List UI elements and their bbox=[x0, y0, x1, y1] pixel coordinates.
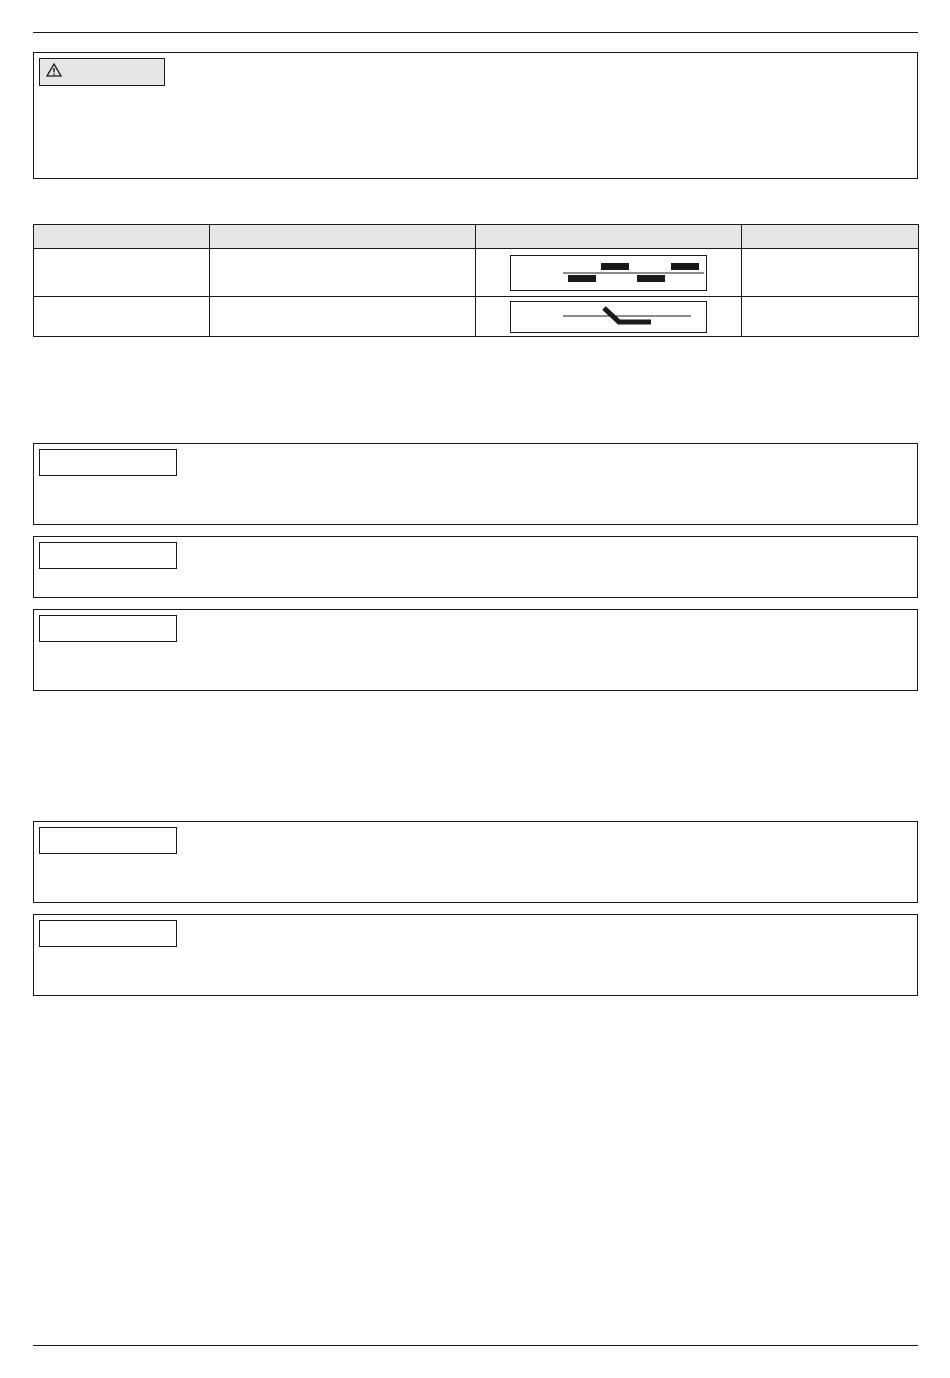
header-rule bbox=[33, 32, 918, 33]
spec-table bbox=[33, 224, 919, 337]
warning-box bbox=[33, 52, 918, 179]
note-tag bbox=[39, 542, 177, 569]
note-tag bbox=[39, 920, 177, 947]
table-header-cell bbox=[476, 225, 742, 249]
note-box bbox=[33, 443, 918, 525]
table-cell bbox=[742, 249, 919, 297]
table-row bbox=[34, 297, 919, 337]
table-cell bbox=[742, 297, 919, 337]
dip-line-pattern-icon bbox=[510, 301, 707, 333]
note-tag bbox=[39, 449, 177, 476]
table-header-cell bbox=[34, 225, 210, 249]
note-tag bbox=[39, 615, 177, 642]
table-header-cell bbox=[742, 225, 919, 249]
table-cell bbox=[34, 297, 210, 337]
table-cell bbox=[34, 249, 210, 297]
warning-tag bbox=[39, 58, 165, 86]
table-header-row bbox=[34, 225, 919, 249]
table-cell bbox=[210, 249, 476, 297]
warning-triangle-icon bbox=[46, 63, 62, 82]
note-box bbox=[33, 821, 918, 903]
footer-rule bbox=[33, 1345, 918, 1346]
note-box bbox=[33, 914, 918, 996]
pattern-cell bbox=[476, 297, 742, 337]
note-box bbox=[33, 536, 918, 598]
table-cell bbox=[210, 297, 476, 337]
note-tag bbox=[39, 827, 177, 854]
pattern-cell bbox=[476, 249, 742, 297]
table-row bbox=[34, 249, 919, 297]
intermittent-line-pattern-icon bbox=[510, 255, 707, 291]
table-header-cell bbox=[210, 225, 476, 249]
note-box bbox=[33, 609, 918, 691]
